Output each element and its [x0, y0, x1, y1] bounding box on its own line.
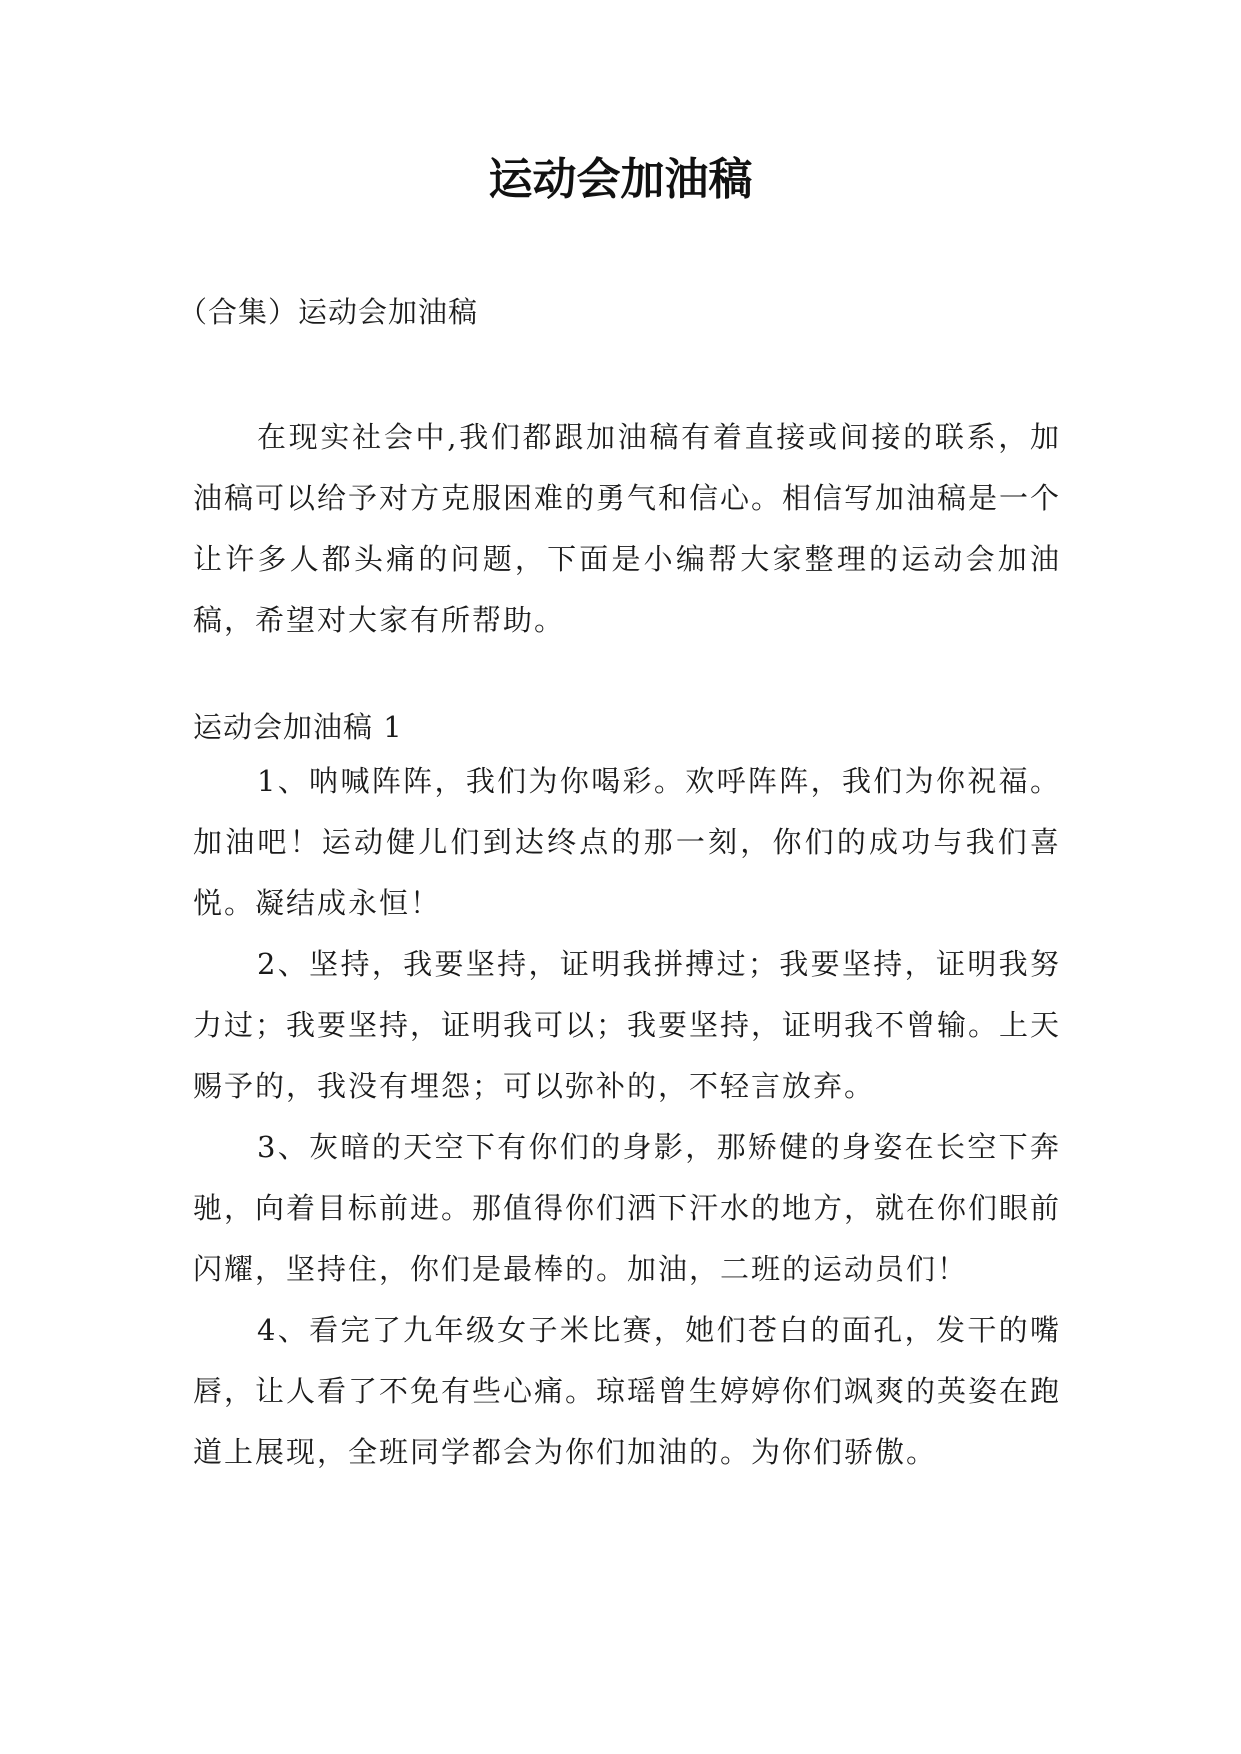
document-title: 运动会加油稿	[488, 154, 753, 205]
list-item: 3、灰暗的天空下有你们的身影，那矫健的身姿在长空下奔驰，向着目标前进。那值得你们洒下汗水的地方，就在你们眼前闪耀，坚持住，你们是最棒的。加油，二班的运动员们！	[193, 1130, 1062, 1286]
document-subtitle: （合集）运动会加油稿	[178, 295, 479, 329]
intro-paragraph: 在现实社会中,我们都跟加油稿有着直接或间接的联系，加油稿可以给予对方克服困难的勇气和信心。相信写加油稿是一个让许多人都头痛的问题，下面是小编帮大家整理的运动会加油稿，希望对大家有所帮助。	[193, 420, 1062, 637]
section-heading: 运动会加油稿 1	[193, 710, 403, 744]
cheer-list	[193, 751, 1061, 1483]
list-item: 4、看完了九年级女子米比赛，她们苍白的面孔，发干的嘴唇，让人看了不免有些心痛。琼瑶曾生婷婷你们飒爽的英姿在跑道上展现，全班同学都会为你们加油的。为你们骄傲。	[193, 1313, 1062, 1469]
list-item: 1、呐喊阵阵，我们为你喝彩。欢呼阵阵，我们为你祝福。加油吧！运动健儿们到达终点的那一刻，你们的成功与我们喜悦。凝结成永恒！	[193, 764, 1061, 920]
list-item: 2、坚持，我要坚持，证明我拼搏过；我要坚持，证明我努力过；我要坚持，证明我可以；我要坚持，证明我不曾输。上天赐予的，我没有埋怨；可以弥补的，不轻言放弃。	[193, 947, 1062, 1103]
